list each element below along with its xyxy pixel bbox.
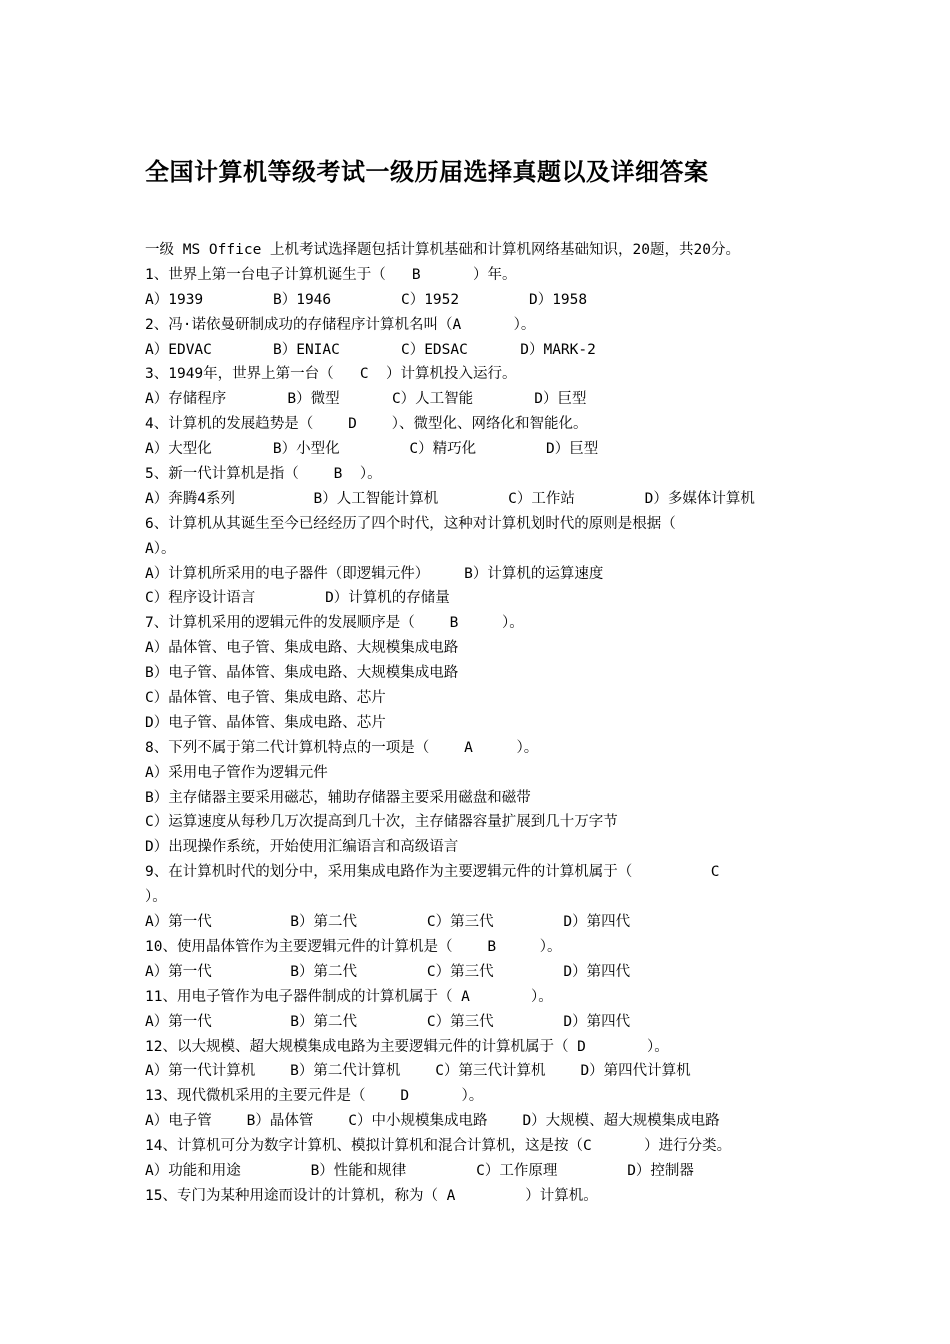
text-line: 12、以大规模、超大规模集成电路为主要逻辑元件的计算机属于（ D ）。	[145, 1038, 669, 1055]
text-line: C）程序设计语言 D）计算机的存储量	[145, 590, 450, 607]
text-line: D）电子管、晶体管、集成电路、芯片	[145, 714, 386, 731]
text-line: 8、下列不属于第二代计算机特点的一项是（ A ）。	[145, 739, 539, 756]
document-body	[145, 238, 815, 1209]
text-line: 一级 MS Office 上机考试选择题包括计算机基础和计算机网络基础知识，20题，共20分。	[145, 242, 740, 258]
text-line: A）电子管 B）晶体管 C）中小规模集成电路 D）大规模、超大规模集成电路	[145, 1113, 720, 1130]
text-line: B）主存储器主要采用磁芯，辅助存储器主要采用磁盘和磁带	[145, 789, 531, 806]
text-line: 1、世界上第一台电子计算机诞生于（ B ）年。	[145, 266, 517, 283]
text-line: 15、专门为某种用途而设计的计算机，称为（ A ）计算机。	[145, 1187, 598, 1204]
text-line: 4、计算机的发展趋势是（ D ）、微型化、网络化和智能化。	[145, 416, 588, 433]
text-line: 2、冯·诺依曼研制成功的存储程序计算机名叫（A ）。	[145, 316, 536, 333]
text-line: 7、计算机采用的逻辑元件的发展顺序是（ B ）。	[145, 615, 524, 632]
text-line: 10、使用晶体管作为主要逻辑元件的计算机是（ B ）。	[145, 938, 562, 955]
document-title: 全国计算机等级考试一级历届选择真题以及详细答案	[145, 158, 709, 186]
text-line: A）EDVAC B）ENIAC C）EDSAC D）MARK-2	[145, 341, 596, 358]
text-line: A）大型化 B）小型化 C）精巧化 D）巨型	[145, 441, 599, 458]
text-line: A）1939 B）1946 C）1952 D）1958	[145, 291, 588, 308]
text-line: A）存储程序 B）微型 C）人工智能 D）巨型	[145, 391, 587, 408]
text-line: A）。	[145, 540, 176, 557]
text-line: 13、现代微机采用的主要元件是（ D ）。	[145, 1088, 484, 1105]
text-line: A）第一代计算机 B）第二代计算机 C）第三代计算机 D）第四代计算机	[145, 1063, 691, 1080]
text-line: A）第一代 B）第二代 C）第三代 D）第四代	[145, 1013, 631, 1030]
text-line: ）。	[145, 889, 167, 906]
text-line: A）奔腾4系列 B）人工智能计算机 C）工作站 D）多媒体计算机	[145, 490, 755, 507]
text-line: A）晶体管、电子管、集成电路、大规模集成电路	[145, 640, 459, 657]
text-line: B）电子管、晶体管、集成电路、大规模集成电路	[145, 665, 459, 682]
text-line: 3、1949年，世界上第一台（ C ）计算机投入运行。	[145, 366, 517, 383]
text-line: A）第一代 B）第二代 C）第三代 D）第四代	[145, 914, 631, 931]
text-line: 9、在计算机时代的划分中，采用集成电路作为主要逻辑元件的计算机属于（ C	[145, 864, 720, 881]
text-line: 6、计算机从其诞生至今已经经历了四个时代，这种对计算机划时代的原则是根据（	[145, 515, 676, 532]
text-line: D）出现操作系统，开始使用汇编语言和高级语言	[145, 839, 459, 856]
text-line: A）功能和用途 B）性能和规律 C）工作原理 D）控制器	[145, 1162, 694, 1179]
text-line: 14、计算机可分为数字计算机、模拟计算机和混合计算机，这是按（C ）进行分类。	[145, 1138, 732, 1155]
text-line: C）晶体管、电子管、集成电路、芯片	[145, 690, 386, 707]
text-line: A）第一代 B）第二代 C）第三代 D）第四代	[145, 963, 631, 980]
text-line: 11、用电子管作为电子器件制成的计算机属于（ A ）。	[145, 988, 553, 1005]
text-line: A）采用电子管作为逻辑元件	[145, 764, 328, 781]
text-line: A）计算机所采用的电子器件（即逻辑元件） B）计算机的运算速度	[145, 565, 604, 582]
text-line: C）运算速度从每秒几万次提高到几十次，主存储器容量扩展到几十万字节	[145, 814, 618, 831]
text-line: 5、新一代计算机是指（ B ）。	[145, 466, 382, 483]
